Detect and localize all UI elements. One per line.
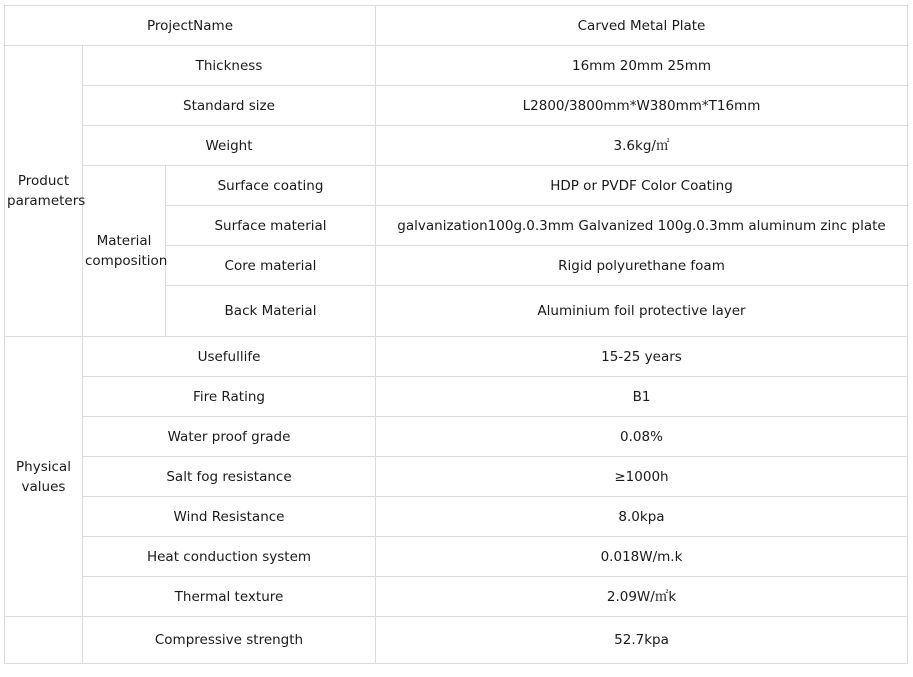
- row-label: Wind Resistance: [83, 497, 376, 537]
- row-label: Fire Rating: [83, 377, 376, 417]
- table-row: [5, 166, 908, 206]
- table-row: [5, 337, 908, 377]
- table-row: [5, 537, 908, 577]
- group-product-parameters: Product parameters: [5, 46, 83, 337]
- header-label-cell: ProjectName: [5, 6, 376, 46]
- header-value-cell: Carved Metal Plate: [376, 6, 908, 46]
- row-value: ≥1000h: [376, 457, 908, 497]
- table-row: [5, 46, 908, 86]
- row-label: Usefullife: [83, 337, 376, 377]
- table-row: [5, 457, 908, 497]
- row-label: Core material: [166, 246, 376, 286]
- row-label: Compressive strength: [83, 617, 376, 664]
- row-label: Thermal texture: [83, 577, 376, 617]
- row-value: 2.09W/㎡k: [376, 577, 908, 617]
- row-label: Water proof grade: [83, 417, 376, 457]
- row-value: L2800/3800mm*W380mm*T16mm: [376, 86, 908, 126]
- row-label: Standard size: [83, 86, 376, 126]
- table-row: [5, 377, 908, 417]
- group-physical-values: Physical values: [5, 337, 83, 617]
- row-value: 15-25 years: [376, 337, 908, 377]
- row-value: HDP or PVDF Color Coating: [376, 166, 908, 206]
- row-label: Salt fog resistance: [83, 457, 376, 497]
- row-value: B1: [376, 377, 908, 417]
- row-value: 52.7kpa: [376, 617, 908, 664]
- table-row: [5, 417, 908, 457]
- row-label: Surface coating: [166, 166, 376, 206]
- row-value: 0.018W/m.k: [376, 537, 908, 577]
- empty-group-cell: [5, 617, 83, 664]
- row-value: 3.6kg/㎡: [376, 126, 908, 166]
- row-label: Back Material: [166, 286, 376, 337]
- table-row: [5, 6, 908, 46]
- row-value: 8.0kpa: [376, 497, 908, 537]
- row-value: 16mm 20mm 25mm: [376, 46, 908, 86]
- table-row: [5, 617, 908, 664]
- table-row: [5, 497, 908, 537]
- spec-table: [4, 5, 908, 664]
- row-value: galvanization100g.0.3mm Galvanized 100g.0.3mm aluminum zinc plate: [376, 206, 908, 246]
- group-material-composition: Material composition: [83, 166, 166, 337]
- table-row: [5, 577, 908, 617]
- row-label: Heat conduction system: [83, 537, 376, 577]
- row-value: Rigid polyurethane foam: [376, 246, 908, 286]
- table-row: [5, 126, 908, 166]
- row-label: Thickness: [83, 46, 376, 86]
- row-value: Aluminium foil protective layer: [376, 286, 908, 337]
- row-label: Surface material: [166, 206, 376, 246]
- table-row: [5, 86, 908, 126]
- row-label: Weight: [83, 126, 376, 166]
- row-value: 0.08%: [376, 417, 908, 457]
